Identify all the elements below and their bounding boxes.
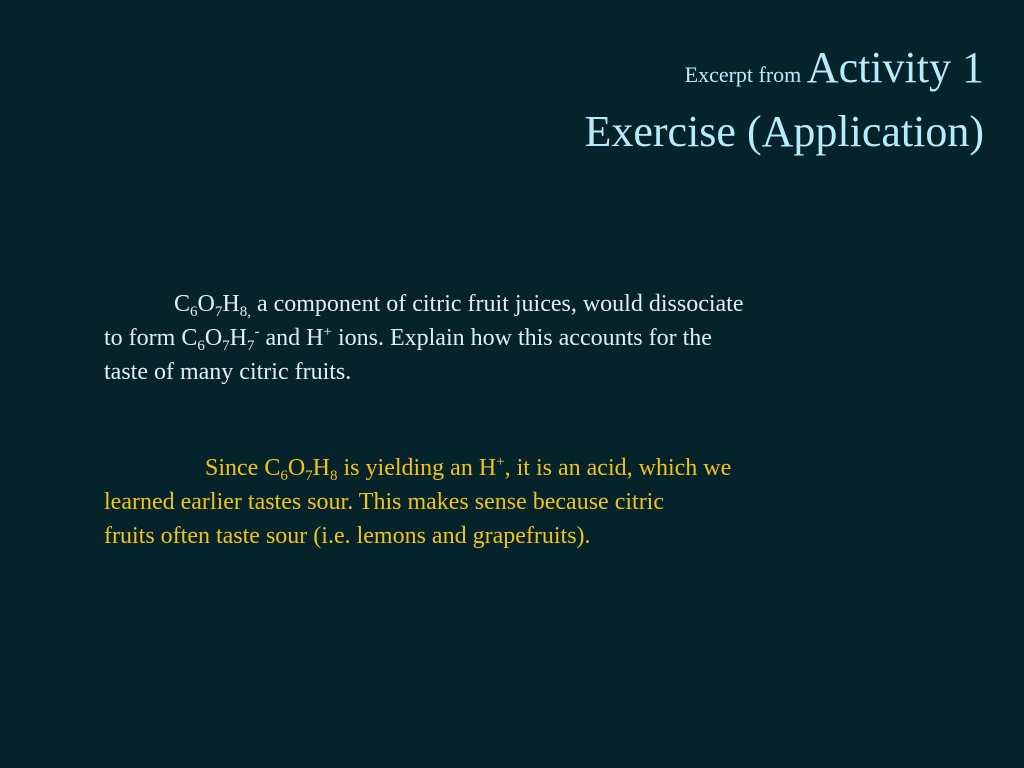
title-line-1 [84, 40, 984, 106]
charge-superscript: - [254, 324, 260, 340]
formula-subscript: 7 [214, 304, 223, 320]
question-line-2 [104, 321, 934, 355]
formula-h: H [312, 455, 331, 481]
formula-o: O [204, 325, 223, 351]
formula-h: H [229, 325, 248, 351]
formula-subscript: 8 [330, 468, 338, 484]
charge-superscript: + [323, 324, 332, 340]
formula-subscript: 7 [247, 338, 255, 354]
answer-line-3: fruits often taste sour (i.e. lemons and grapefruits). [104, 523, 591, 549]
answer-paragraph [104, 451, 934, 553]
question-text: and H [259, 325, 324, 351]
answer-text: , it is an acid, which we [504, 455, 732, 481]
formula-o: O [197, 291, 215, 317]
question-line-3: taste of many citric fruits. [104, 359, 352, 385]
formula-h: H [222, 291, 240, 317]
title-activity: Activity 1 [806, 43, 984, 92]
charge-superscript: + [496, 454, 505, 470]
formula-c: C [174, 291, 191, 317]
answer-text: Since C [205, 455, 281, 481]
title-prefix: Excerpt from [684, 62, 807, 87]
question-paragraph [104, 287, 934, 389]
slide-title [84, 40, 984, 158]
question-text: a component of citric fruit juices, would dissociate [250, 291, 744, 317]
formula-subscript: 7 [305, 468, 313, 484]
formula-subscript: 6 [280, 468, 288, 484]
question-line-1 [104, 287, 934, 321]
formula-subscript: 6 [197, 338, 205, 354]
question-text: ions. Explain how this accounts for the [331, 325, 712, 351]
answer-text: is yielding an H [337, 455, 497, 481]
formula-subscript: 6 [190, 304, 198, 320]
answer-line-2: learned earlier tastes sour. This makes sense because citric [104, 489, 665, 515]
formula-subscript: 8, [239, 304, 251, 320]
answer-line-1 [104, 451, 934, 485]
question-text: to form C [104, 325, 198, 351]
formula-subscript: 7 [222, 338, 230, 354]
title-line-2: Exercise (Application) [584, 107, 984, 156]
formula-o: O [287, 455, 306, 481]
